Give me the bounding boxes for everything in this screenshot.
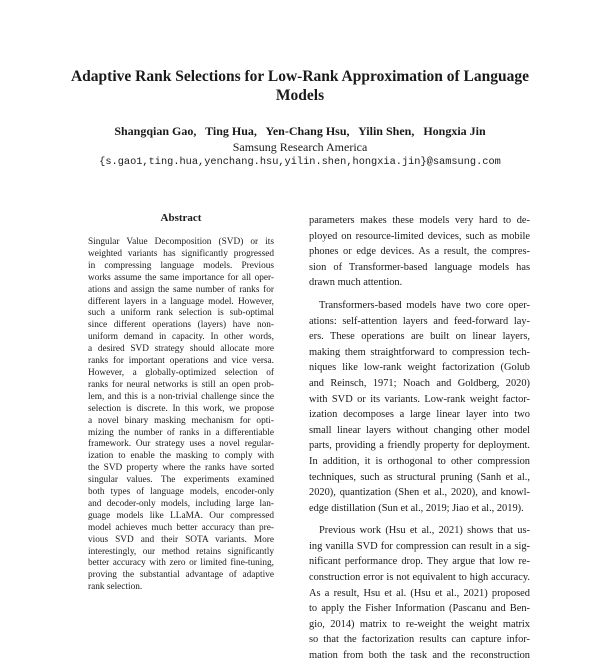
paragraph-gap — [309, 516, 530, 523]
text-line: uniform demand in capacity. In other words, — [88, 332, 274, 343]
text-line: Transformers-based models have two core oper- — [319, 299, 530, 311]
text-line: ployed on resource-limited devices, such as mobile — [309, 230, 530, 242]
text-line: parts, providing a friendly property for deployment. — [309, 440, 530, 452]
paragraph-gap — [309, 291, 530, 298]
text-line: rank selection. — [88, 582, 143, 593]
text-line: such a uniform rank selection is sub-optimal — [88, 308, 274, 319]
affiliation: Samsung Research America — [232, 140, 368, 154]
text-line: nificant performance drop. They argue that low re- — [309, 556, 530, 568]
text-line: and decoder-only models, including large lan- — [88, 498, 274, 509]
text-line: edge distillation (Sun et al., 2019; Jiao et al., 2019). — [309, 502, 524, 514]
text-line: ations: self-attention layers and feed-forward lay- — [309, 315, 530, 327]
text-line: the SVD property where the ranks have sorted — [88, 463, 274, 474]
text-line: both types of language models, encoder-only — [88, 487, 274, 498]
intro-column — [309, 213, 530, 664]
body-paragraph-2 — [309, 298, 530, 516]
text-line: lem, and this is a non-trivial challenge since the — [88, 391, 274, 402]
text-line: with SVD or its variants. Low-rank weight factor- — [309, 393, 530, 405]
text-line: model achieves much better accuracy than pre- — [88, 522, 274, 533]
title-line-1: Adaptive Rank Selections for Low-Rank Approximation of Language — [70, 68, 530, 85]
text-line: to apply the Fisher Information (Pascanu and Ben- — [309, 603, 530, 615]
text-line: a desired SVD strategy should allocate more — [88, 344, 274, 355]
abstract-heading: Abstract — [160, 212, 202, 224]
text-line: ization decomposes a large linear layer into two — [309, 409, 530, 421]
abstract-text — [88, 237, 274, 594]
text-line: phones or edge devices. As a result, the compres- — [309, 246, 530, 258]
author-list: Shangqian Gao, Ting Hua, Yen-Chang Hsu, Yilin Shen, Hongxia Jin — [114, 124, 486, 138]
text-line: weighted variants has significantly progressed — [88, 248, 274, 259]
text-line: ers. These operations are built on linear layers, — [309, 331, 530, 343]
body-paragraph-1 — [309, 213, 530, 291]
text-line: singular values. The experiments examined — [88, 475, 274, 486]
text-line: ranks for neural networks is still an open prob- — [88, 379, 274, 390]
text-line: ing vanilla SVD for compression can result in a sig- — [309, 540, 530, 552]
text-line: ations and assign the same number of ranks for — [88, 284, 274, 295]
author-emails: {s.gao1,ting.hua,yenchang.hsu,yilin.shen,hongxia.jin}@samsung.com — [99, 156, 501, 168]
body-paragraph-3 — [309, 523, 530, 663]
text-line: guage models like LLaMA. Our compressed — [88, 510, 274, 521]
text-line: since different operations (layers) have non- — [88, 320, 274, 331]
text-line: parameters makes these models very hard to de- — [309, 215, 530, 226]
text-line: so that the factorization results can capture infor- — [309, 634, 530, 646]
text-line: However, a globally-optimized selection of — [88, 367, 274, 378]
text-line: 2020), quantization (Shen et al., 2020), and knowl- — [309, 487, 530, 499]
text-line: mizing the number of ranks in a differentiable — [88, 427, 274, 438]
text-line: selection is discrete. In this work, we propose — [88, 403, 274, 414]
text-line: In addition, it is orthogonal to other compression — [309, 455, 530, 467]
text-line: vious SVD and their SOTA variants. More — [88, 534, 274, 545]
text-line: better accuracy with zero or limited fine-tuning, — [88, 558, 274, 569]
text-line: Singular Value Decomposition (SVD) or its — [88, 237, 274, 247]
text-line: in compressing language models. Previous — [88, 260, 274, 271]
text-line: As a result, Hsu et al. (Hsu et al., 2021) proposed — [309, 587, 530, 599]
text-line: making them straightforward to compression tech- — [309, 346, 530, 358]
text-line: small linear layers without changing other model — [309, 424, 530, 436]
text-line: gio, 2014) matrix to re-weight the weight matrix — [309, 618, 530, 630]
text-line: framework. Our strategy uses a novel regular- — [88, 439, 274, 450]
text-line: proving the substantial advantage of adaptive — [88, 570, 274, 581]
text-line: construction error is not equivalent to high accuracy. — [309, 572, 530, 584]
text-line: techniques, such as structural pruning (Sanh et al., — [309, 471, 530, 483]
text-line: works assume the same importance for all oper- — [88, 272, 274, 283]
text-line: ization to enable the masking to comply with — [88, 451, 274, 462]
text-line: ranks for important operations and vice versa. — [88, 356, 274, 367]
text-line: mation from both the task and the reconstruction — [309, 650, 530, 662]
text-line: a novel binary masking mechanism for opti- — [88, 415, 274, 426]
paper-title — [60, 67, 540, 105]
text-line: interestingly, our method retains significantly — [88, 546, 274, 557]
text-line: niques like low-rank weight factorization (Golub — [309, 362, 530, 374]
text-line: drawn much attention. — [309, 277, 403, 289]
text-line: and Reinsch, 1971; Noach and Goldberg, 2020) — [309, 377, 530, 389]
text-line: Previous work (Hsu et al., 2021) shows that us- — [319, 525, 530, 537]
text-line: sion of Transformer-based language models has — [309, 261, 530, 273]
title-line-2: Models — [275, 87, 325, 104]
text-line: different layers in a language model. However, — [88, 296, 274, 307]
